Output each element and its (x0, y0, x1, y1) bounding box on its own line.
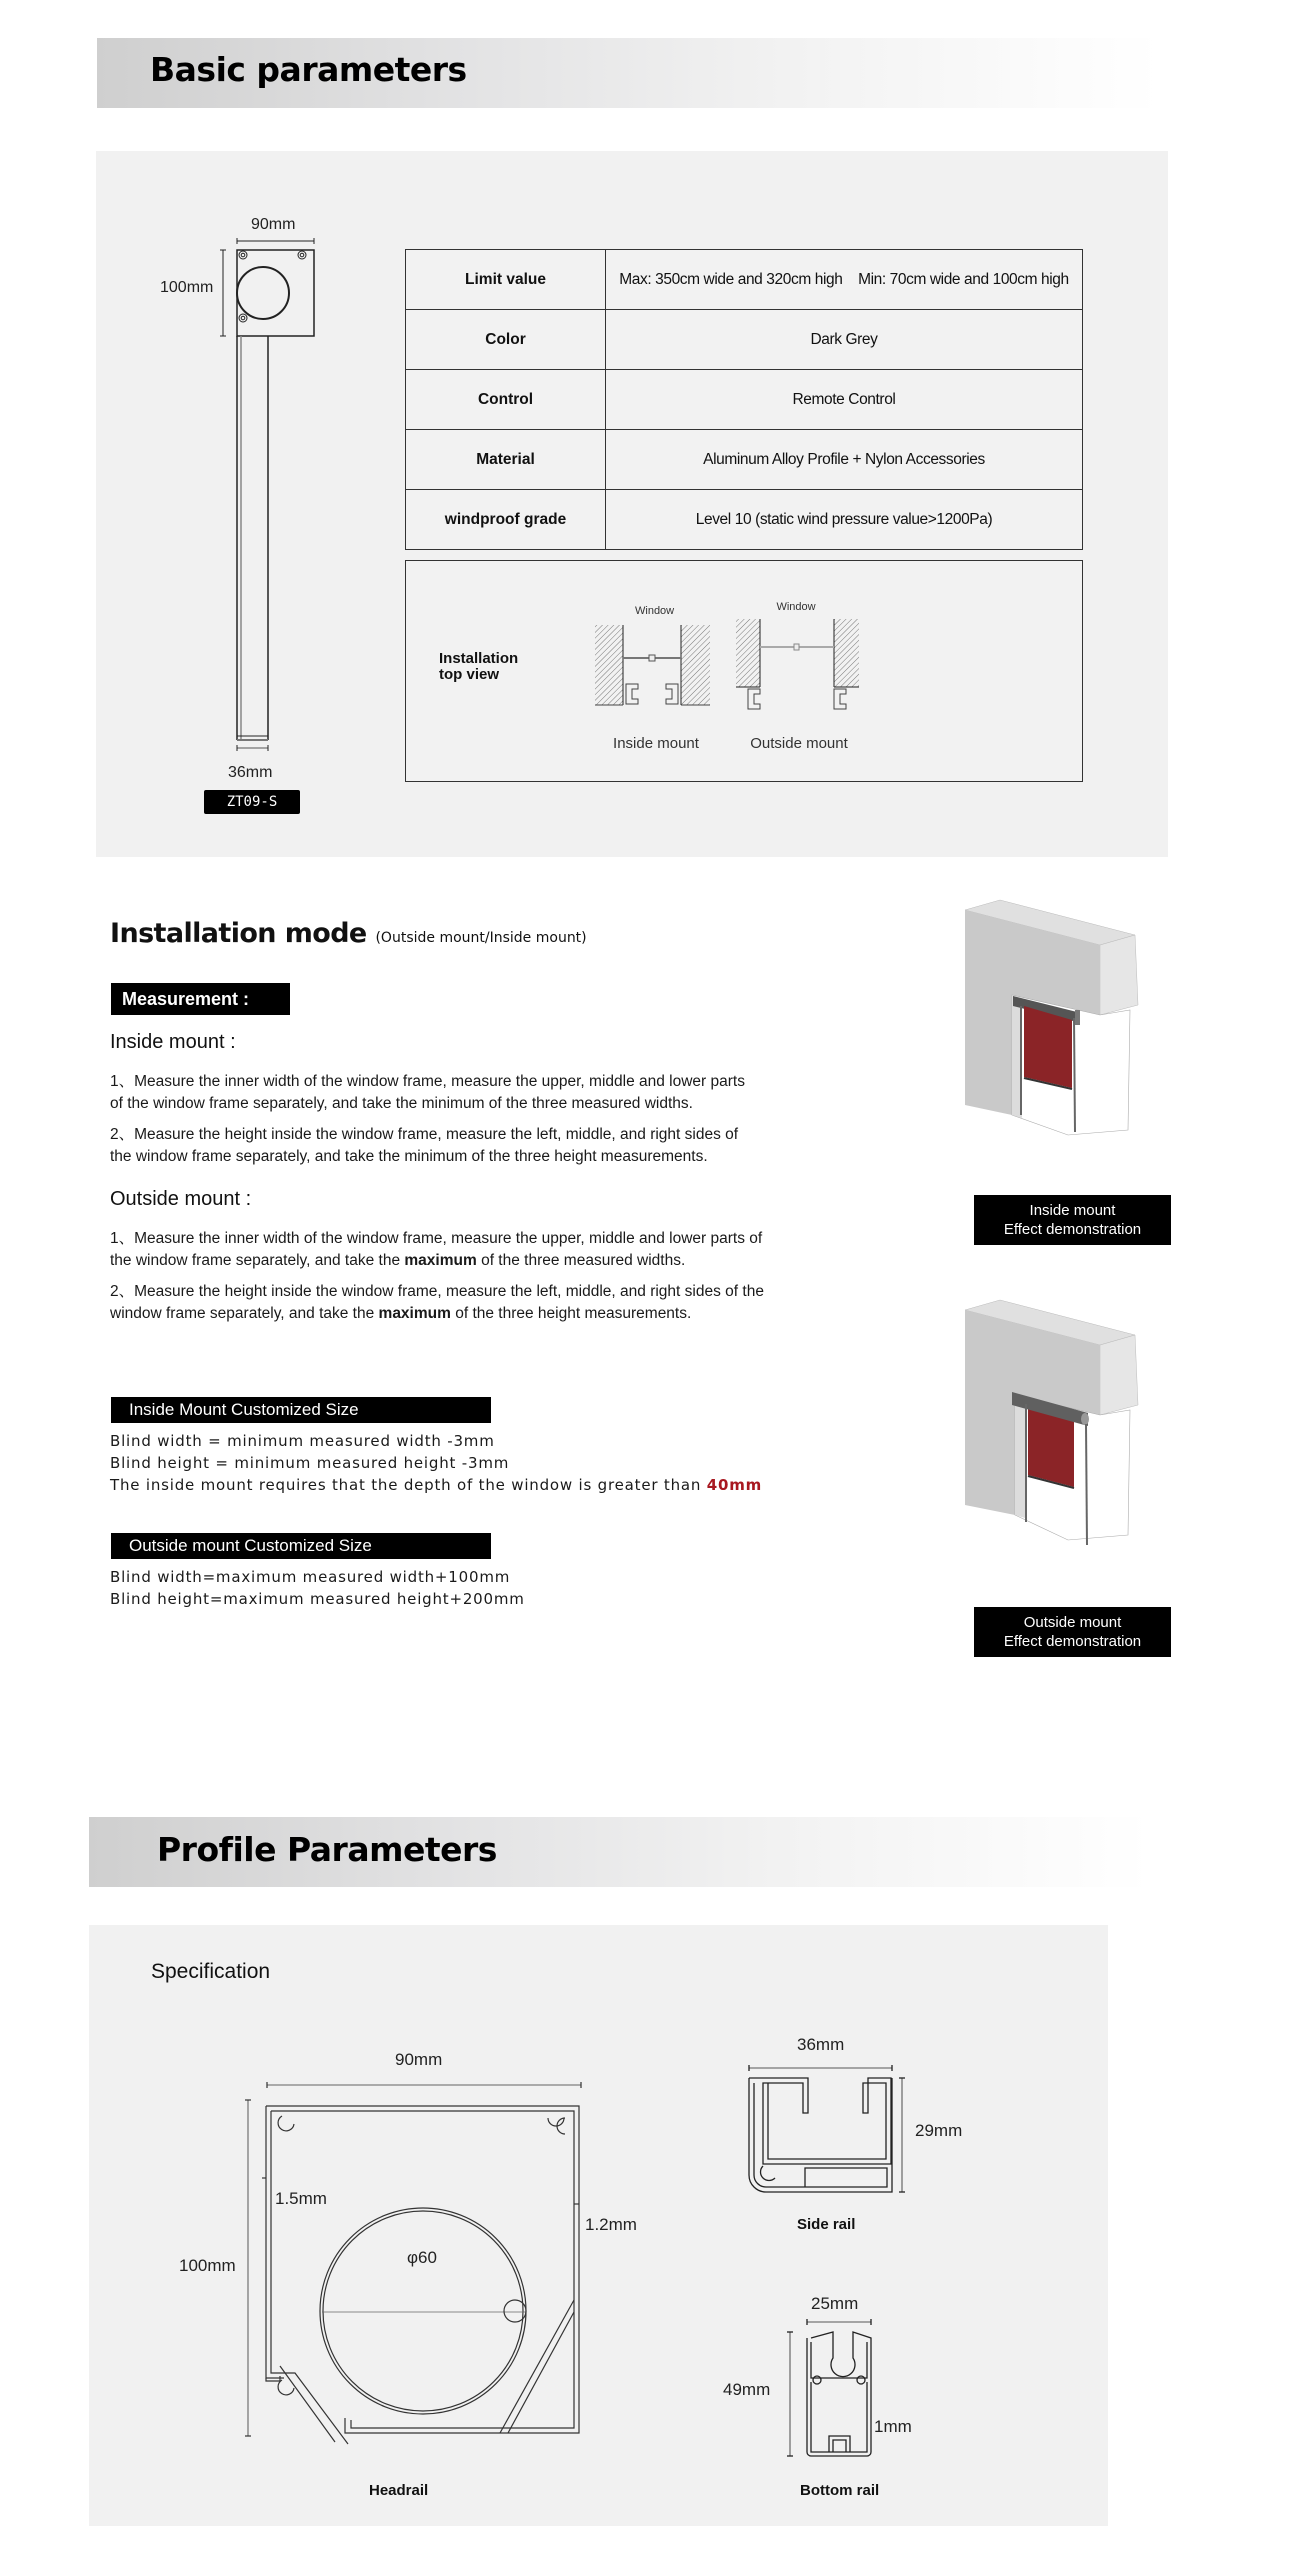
caption-line1: Outside mount (1023, 1614, 1122, 1631)
headrail-tube-dim: φ60 (407, 2248, 437, 2267)
inside-mount-heading: Inside mount : (110, 1031, 236, 1053)
side-rail-height-dim: 29mm (915, 2121, 963, 2140)
measurement-label: Measurement : (111, 983, 290, 1015)
table-key: windproof grade (406, 490, 606, 550)
bottom-rail-height-dim: 49mm (723, 2380, 771, 2399)
inside-size-label: Inside Mount Customized Size (111, 1397, 491, 1423)
table-key: Color (406, 310, 606, 370)
outside-mount-label: Outside mount (750, 735, 848, 752)
outside-size-rules (110, 1566, 525, 1610)
caption-line2: Effect demonstration (1003, 1221, 1142, 1238)
table-row (406, 430, 1083, 490)
headrail-width-label: 90mm (251, 216, 296, 233)
headrail-width-dim: 90mm (395, 2050, 443, 2069)
specification-label: Specification (151, 1960, 271, 1983)
installation-mode-subtitle: (Outside mount/Inside mount) (375, 930, 587, 946)
bottom-rail-name: Bottom rail (800, 2482, 880, 2499)
inside-step-2 (110, 1124, 738, 1168)
basic-parameters-table (405, 249, 1083, 550)
outside-mount-caption (974, 1607, 1171, 1657)
outside-mount-heading: Outside mount : (110, 1188, 252, 1210)
side-rail-name: Side rail (797, 2216, 856, 2233)
inside-size-rules (110, 1430, 762, 1496)
outside-step-1-line1: 1、Measure the inner width of the window frame, measure the upper, middle and lower parts of (110, 1230, 763, 1247)
profile-parameters-title: Profile Parameters (157, 1830, 497, 1869)
outside-step-2-line1: 2、Measure the height inside the window frame, measure the left, middle, and right sides of the (110, 1283, 764, 1300)
outside-step-2 (110, 1281, 764, 1325)
model-badge: ZT09-S (204, 790, 300, 814)
side-rail-width-dim: 36mm (797, 2035, 845, 2054)
emphasis: maximum (404, 1252, 477, 1269)
headrail-profile-drawing (240, 2080, 580, 2450)
depth-highlight: 40mm (706, 1476, 763, 1494)
text: The inside mount requires that the depth of the window is greater than (110, 1476, 707, 1494)
inside-mount-label: Inside mount (613, 735, 699, 752)
outside-mount-illustration (960, 1300, 1160, 1550)
side-rail-profile-drawing (745, 2060, 915, 2190)
inside-step-2-line1: 2、Measure the height inside the window frame, measure the left, middle, and right sides of (110, 1126, 739, 1143)
top-view-label-line2: top view (439, 666, 500, 683)
bottom-rail-width-dim: 25mm (811, 2294, 859, 2313)
installation-mode-title (110, 918, 587, 949)
text: of the three measured widths. (476, 1252, 686, 1269)
bottom-rail-profile-drawing (775, 2318, 885, 2468)
inside-size-width: Blind width = minimum measured width -3mm (110, 1432, 495, 1450)
headrail-name: Headrail (369, 2482, 429, 2499)
inside-step-1-line1: 1、Measure the inner width of the window frame, measure the upper, middle and lower parts (110, 1073, 745, 1090)
text: of the three height measurements. (450, 1305, 692, 1322)
inside-step-1 (110, 1071, 745, 1115)
inside-step-1-line2: of the window frame separately, and take the minimum of the three measured widths. (110, 1095, 693, 1112)
headrail-right-wall-dim: 1.2mm (585, 2215, 637, 2234)
text: window frame separately, and take the (110, 1305, 379, 1322)
outside-size-label: Outside mount Customized Size (111, 1533, 491, 1559)
inside-mount-illustration (960, 900, 1160, 1150)
table-value: Dark Grey (606, 310, 1083, 370)
headrail-height-label: 100mm (160, 279, 214, 296)
table-key: Material (406, 430, 606, 490)
table-value: Level 10 (static wind pressure value>1200Pa) (606, 490, 1083, 550)
table-row (406, 250, 1083, 310)
outside-step-1 (110, 1228, 762, 1272)
caption-line2: Effect demonstration (1003, 1633, 1142, 1650)
text: the window frame separately, and take the (110, 1252, 405, 1269)
table-value: Aluminum Alloy Profile + Nylon Accessories (606, 430, 1083, 490)
outside-step-1-line2 (110, 1250, 762, 1272)
inside-size-depth (110, 1474, 762, 1496)
headrail-left-wall-dim: 1.5mm (275, 2189, 327, 2208)
inside-step-2-line2: the window frame separately, and take the minimum of the three height measurements. (110, 1148, 708, 1165)
outside-size-height: Blind height=maximum measured height+200mm (110, 1590, 525, 1608)
bottom-rail-wall-dim: 1mm (874, 2417, 912, 2436)
headrail-height-dim: 100mm (179, 2256, 236, 2275)
basic-parameters-title: Basic parameters (150, 50, 467, 89)
installation-top-view (405, 560, 1083, 782)
table-value: Remote Control (606, 370, 1083, 430)
table-value: Max: 350cm wide and 320cm high Min: 70cm wide and 100cm high (606, 250, 1083, 310)
top-view-label-line1: Installation (439, 650, 519, 667)
window-label-outside: Window (776, 601, 816, 613)
table-key: Limit value (406, 250, 606, 310)
window-label-inside: Window (635, 605, 675, 617)
caption-line1: Inside mount (1029, 1202, 1116, 1219)
table-row (406, 370, 1083, 430)
inside-size-height: Blind height = minimum measured height -3mm (110, 1454, 510, 1472)
outside-step-2-line2 (110, 1303, 764, 1325)
installation-mode-heading: Installation mode (110, 918, 367, 949)
emphasis: maximum (378, 1305, 451, 1322)
inside-mount-caption (974, 1195, 1171, 1245)
outside-size-width: Blind width=maximum measured width+100mm (110, 1568, 511, 1586)
table-key: Control (406, 370, 606, 430)
product-side-diagram (200, 236, 340, 776)
side-rail-width-label: 36mm (228, 764, 273, 781)
table-row (406, 490, 1083, 550)
top-view-label (439, 651, 518, 683)
table-row (406, 310, 1083, 370)
